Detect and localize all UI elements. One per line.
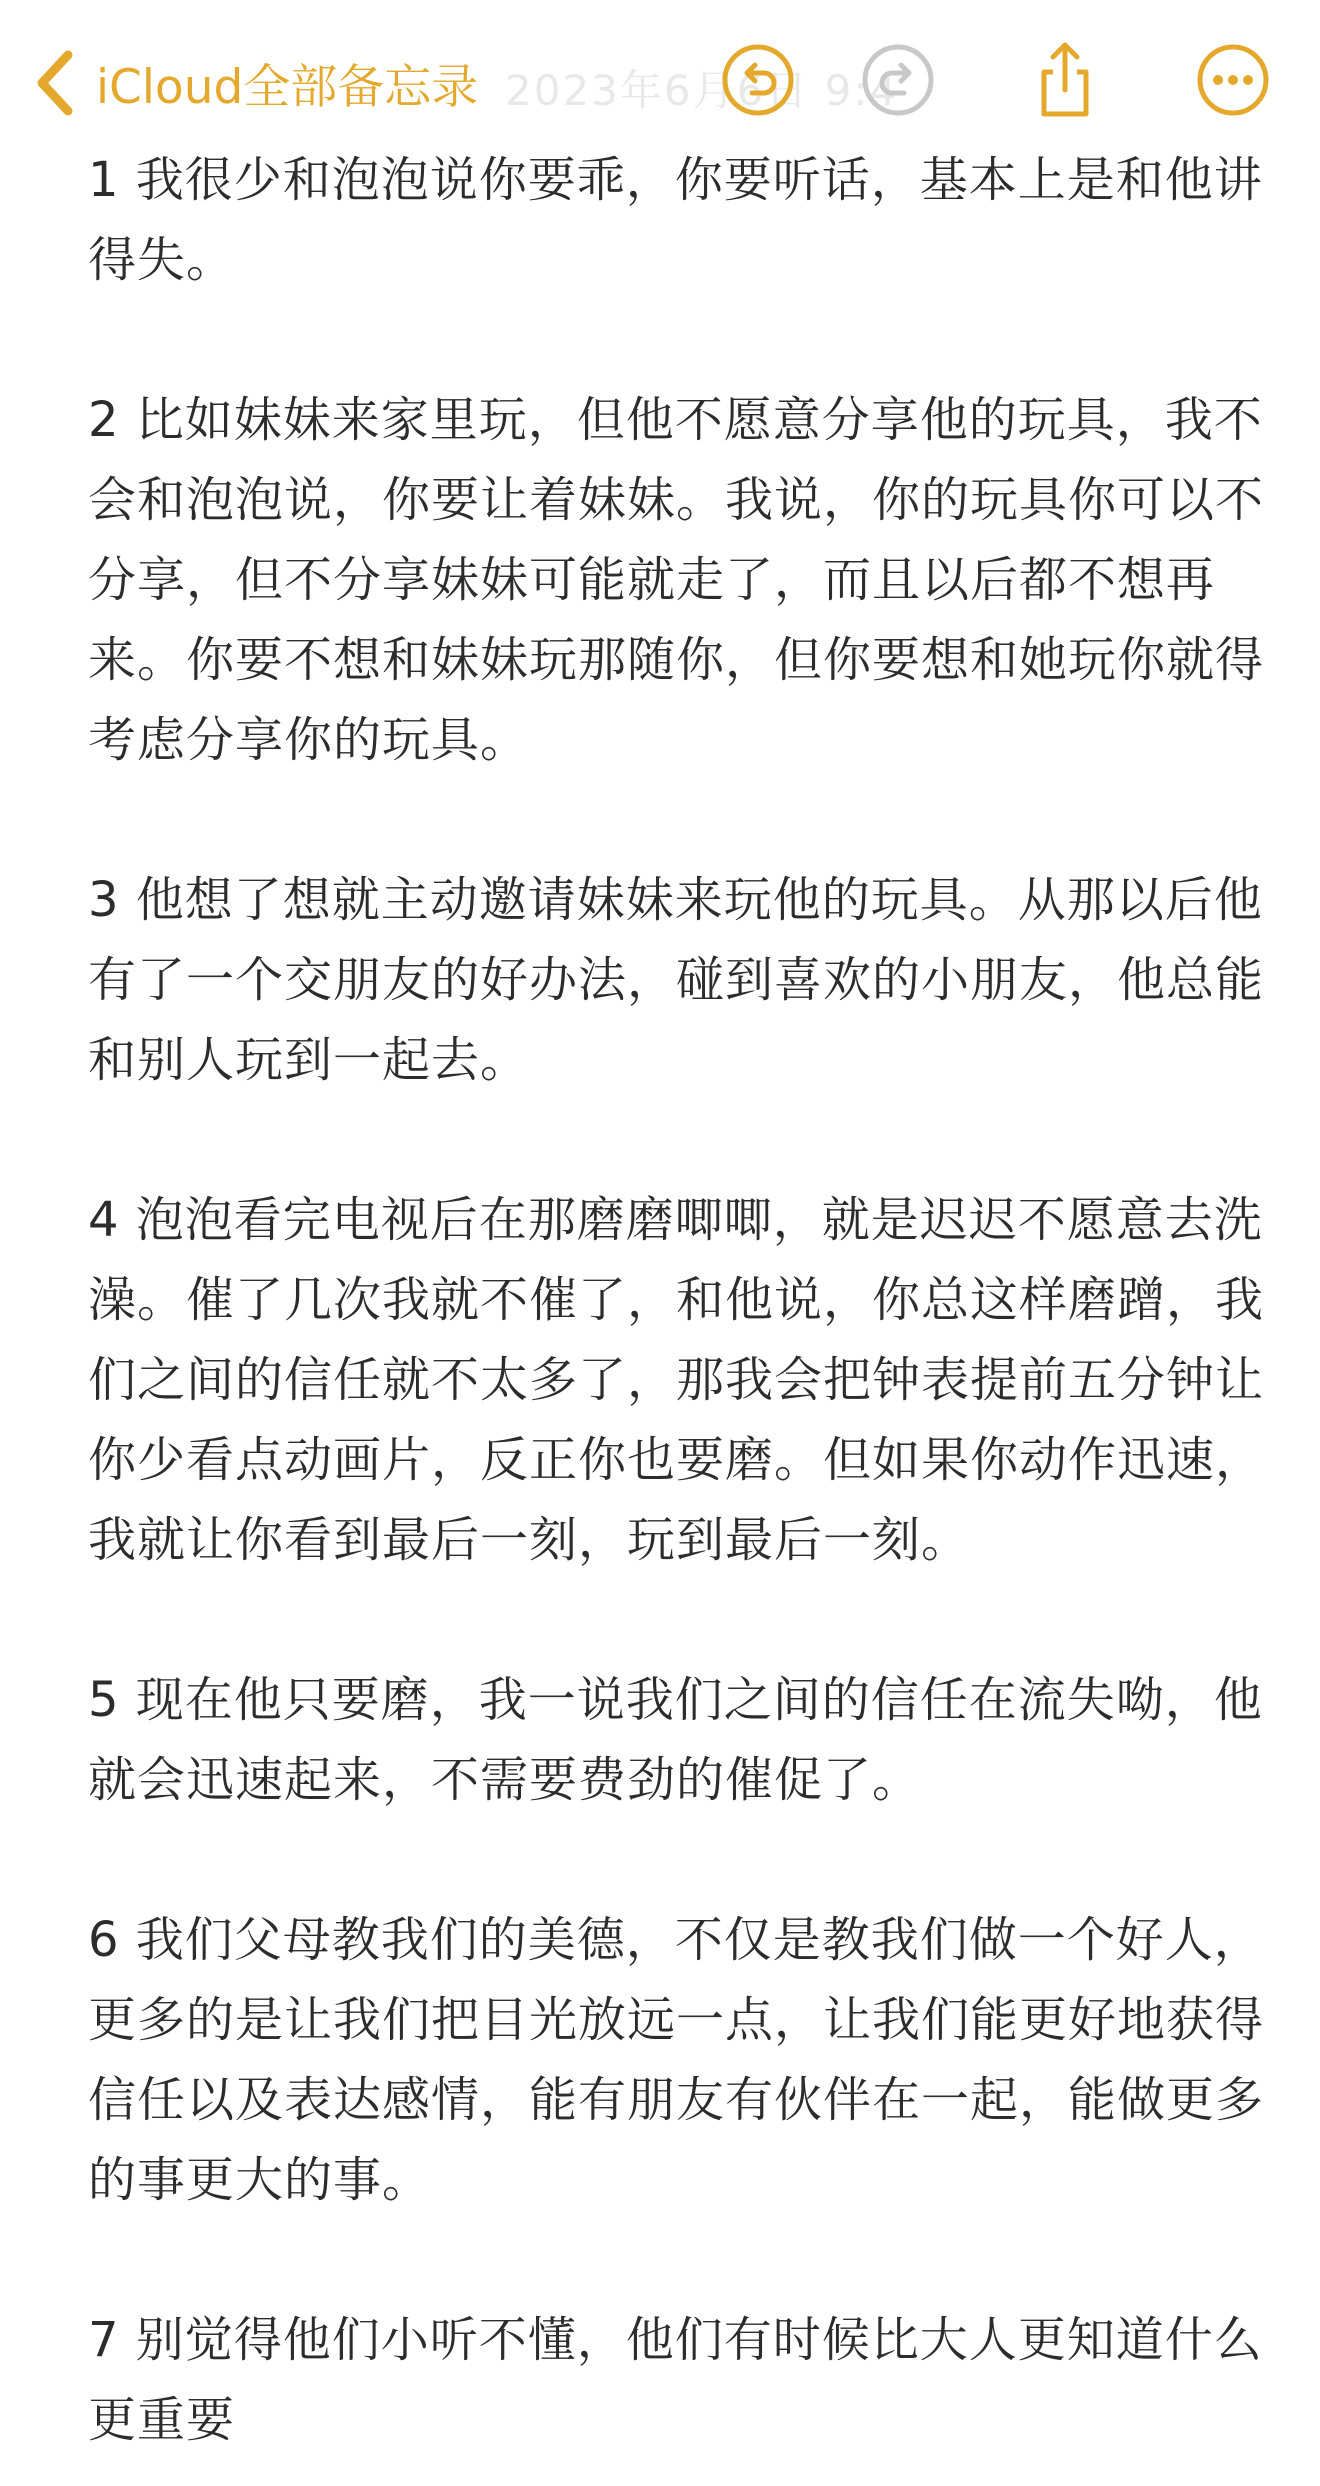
more-icon — [1193, 40, 1273, 120]
redo-icon — [858, 40, 938, 120]
note-paragraph: 7 别觉得他们小听不懂，他们有时候比大人更知道什么更重要 — [88, 2312, 1263, 2448]
note-paragraph: 2 比如妹妹来家里玩，但他不愿意分享他的玩具，我不会和泡泡说，你要让着妹妹。我说，你的玩具你可以不分享，但不分享妹妹可能就走了，而且以后都不想再来。你要不想和妹妹玩那随你，但你要想和她玩你就得考虑分享你的玩具。 — [88, 392, 1265, 768]
note-date-faded: 2023年6月6日 9:4 — [505, 66, 899, 115]
note-paragraph: 3 他想了想就主动邀请妹妹来玩他的玩具。从那以后他有了一个交朋友的好办法，碰到喜欢的小朋友，他总能和别人玩到一起去。 — [88, 872, 1265, 1088]
share-button[interactable] — [1025, 40, 1105, 120]
undo-icon — [718, 40, 798, 120]
more-button[interactable] — [1193, 40, 1273, 120]
note-paragraph: 6 我们父母教我们的美德，不仅是教我们做一个好人，更多的是让我们把目光放远一点，让我们能更好地获得信任以及表达感情，能有朋友有伙伴在一起，能做更多的事更大的事。 — [88, 1912, 1265, 2208]
navigation-bar — [0, 0, 1320, 150]
chevron-left-icon — [30, 43, 84, 123]
share-icon — [1025, 40, 1105, 120]
undo-button[interactable] — [718, 40, 798, 120]
note-body[interactable] — [88, 140, 1288, 2460]
note-paragraph: 5 现在他只要磨，我一说我们之间的信任在流失呦，他就会迅速起来，不需要费劲的催促了。 — [88, 1672, 1263, 1808]
back-button-label: iCloud全部备忘录 — [96, 59, 479, 115]
note-paragraph: 1 我很少和泡泡说你要乖，你要听话，基本上是和他讲得失。 — [88, 152, 1263, 288]
redo-button[interactable] — [858, 40, 938, 120]
note-paragraph: 4 泡泡看完电视后在那磨磨唧唧，就是迟迟不愿意去洗澡。催了几次我就不催了，和他说，你总这样磨蹭，我们之间的信任就不太多了，那我会把钟表提前五分钟让你少看点动画片，反正你也要磨。但如果你动作迅速，我就让你看到最后一刻，玩到最后一刻。 — [88, 1192, 1265, 1568]
back-button[interactable] — [30, 38, 478, 128]
